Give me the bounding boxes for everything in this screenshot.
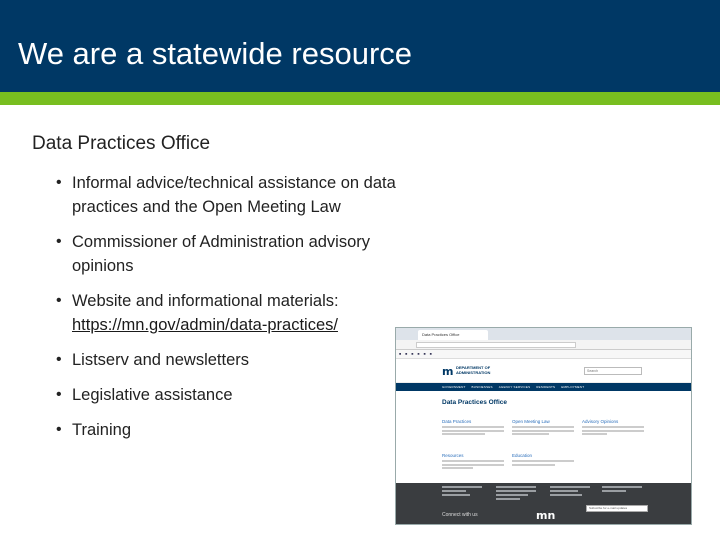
bullet-item (56, 230, 426, 278)
bookmark: ■ (411, 352, 414, 356)
site-nav (396, 383, 691, 391)
browser-tab: Data Practices Office (418, 330, 488, 340)
bullet-item (56, 289, 426, 337)
site-page-heading: Data Practices Office (442, 399, 508, 406)
site-column-heading: Advisory Opinions (582, 419, 619, 424)
bullet-text: Commissioner of Administration advisory opinions (72, 233, 371, 275)
site-column (512, 419, 574, 437)
site-column-heading: Open Meeting Law (512, 419, 550, 424)
bullet-text: Training (72, 421, 131, 439)
site-footer (396, 483, 691, 524)
site-nav-item: RESIDENTS (536, 385, 556, 389)
site-column-heading: Data Practices (442, 419, 472, 424)
bookmark: ■ (429, 352, 432, 356)
mn-logo-icon: m (442, 365, 454, 378)
bullet-item (56, 418, 426, 442)
bullet-item (56, 171, 426, 219)
bullet-text: Website and informational materials: (72, 292, 339, 310)
bullet-item (56, 348, 426, 372)
footer-connect-text: Connect with us (442, 512, 478, 518)
browser-address-row (396, 340, 691, 350)
site-column (582, 419, 644, 437)
bullet-text: Informal advice/technical assistance on data practices and the Open Meeting Law (72, 174, 396, 216)
site-column (512, 453, 574, 467)
site-search-input: Search (584, 367, 642, 375)
site-header (396, 359, 691, 383)
slide-title: We are a statewide resource (18, 36, 413, 71)
bullet-text: Listserv and newsletters (72, 351, 249, 369)
site-nav-item: EMPLOYMENT (561, 385, 585, 389)
bookmark: ■ (399, 352, 402, 356)
site-column-heading: Resources (442, 453, 464, 458)
section-heading: Data Practices Office (32, 133, 211, 154)
site-column-heading: Education (512, 453, 533, 458)
bullet-list (56, 171, 426, 453)
bullet-item (56, 383, 426, 407)
site-nav-item: BUSINESSES (471, 385, 493, 389)
bookmark: ■ (405, 352, 408, 356)
bookmarks-bar (396, 350, 691, 359)
browser-tab-strip (396, 328, 691, 340)
site-nav-item: AGENCY SERVICES (498, 385, 531, 389)
browser-url (416, 342, 576, 348)
bookmark: ■ (417, 352, 420, 356)
site-body (396, 391, 691, 483)
subscribe-field: Subscribe for e-mail updates (586, 505, 648, 512)
website-screenshot (395, 327, 692, 525)
accent-bar (0, 92, 720, 105)
site-nav-item: GOVERNMENT (442, 385, 466, 389)
bookmark: ■ (423, 352, 426, 356)
site-column (442, 453, 504, 471)
bullet-text: Legislative assistance (72, 386, 233, 404)
site-column (442, 419, 504, 437)
website-link[interactable]: https://mn.gov/admin/data-practices/ (72, 316, 338, 334)
logo-text: DEPARTMENT OF ADMINISTRATION (456, 365, 491, 375)
footer-mn-logo-icon: mn (536, 509, 556, 522)
title-bar (0, 0, 720, 92)
